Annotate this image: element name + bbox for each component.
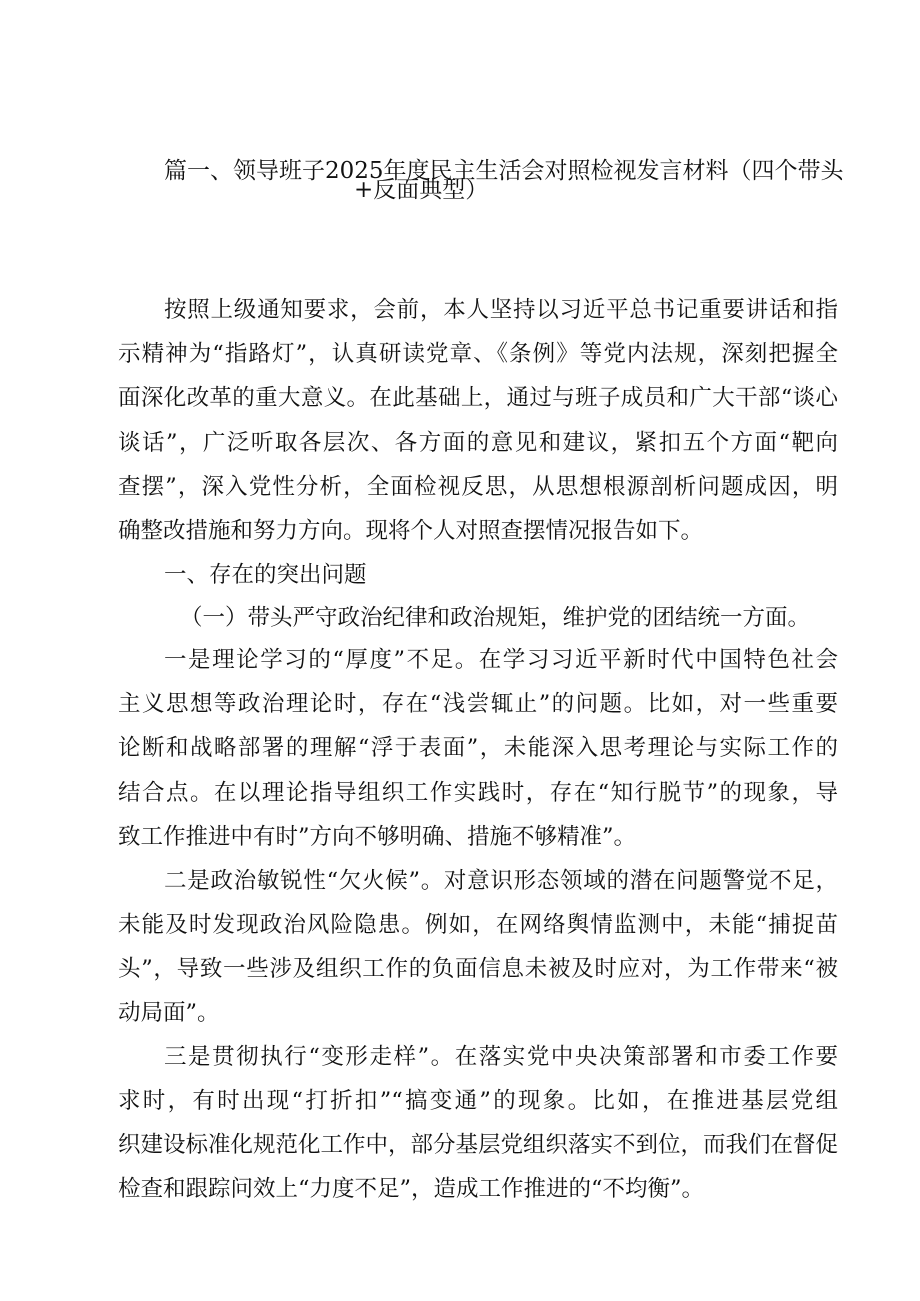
paragraph-line: 主义思想等政治理论时，存在“浅尝辄止”的问题。比如，对一些重要 [118, 691, 838, 717]
paragraph-line: 结合点。在以理论指导组织工作实践时，存在“知行脱节”的现象，导 [118, 780, 838, 806]
paragraph-line: 未能及时发现政治风险隐患。例如，在网络舆情监测中，未能“捕捉苗 [118, 912, 838, 938]
paragraph-line: 三是贯彻执行“变形走样”。在落实党中央决策部署和市委工作要 [164, 1044, 838, 1070]
paragraph-line: 求时，有时出现“打折扣”“搞变通”的现象。比如，在推进基层党组 [118, 1088, 838, 1114]
paragraph-line: 动局面”。 [118, 1000, 220, 1026]
section-heading: 一、存在的突出问题 [164, 562, 367, 588]
document-title-line-2: +反面典型） [354, 177, 489, 203]
paragraph-line: 织建设标准化规范化工作中，部分基层党组织落实不到位，而我们在督促 [118, 1132, 839, 1158]
paragraph-line: 确整改措施和努力方向。现将个人对照查摆情况报告如下。 [118, 518, 704, 544]
paragraph-line: 查摆”，深入党性分析，全面检视反思，从思想根源剖析问题成因，明 [118, 474, 838, 500]
paragraph-line: 论断和战略部署的理解“浮于表面”，未能深入思考理论与实际工作的 [118, 735, 838, 761]
paragraph-line: 检查和跟踪问效上“力度不足”，造成工作推进的“不均衡”。 [118, 1176, 705, 1202]
paragraph-line: 面深化改革的重大意义。在此基础上，通过与班子成员和广大干部“谈心 [118, 385, 838, 411]
paragraph-line: 示精神为“指路灯”，认真研读党章、《条例》等党内法规，深刻把握全 [118, 341, 838, 367]
paragraph-line: 致工作推进中有时”方向不够明确、措施不够精准”。 [118, 824, 637, 850]
paragraph-line: 头”，导致一些涉及组织工作的负面信息未被及时应对，为工作带来“被 [118, 956, 838, 982]
paragraph-line: 一是理论学习的“厚度”不足。在学习习近平新时代中国特色社会 [164, 647, 838, 673]
paragraph-line: 按照上级通知要求，会前，本人坚持以习近平总书记重要讲话和指 [164, 297, 838, 323]
paragraph-line: 二是政治敏锐性“欠火候”。对意识形态领域的潜在问题警觉不足， [164, 868, 838, 894]
subsection-heading: （一）带头严守政治纪律和政治规矩，维护党的团结统一方面。 [180, 605, 811, 631]
document-title-line-1: 篇一、领导班子2025年度民主生活会对照检视发言材料（四个带头 [164, 158, 844, 184]
paragraph-line: 谈话”，广泛听取各层次、各方面的意见和建议，紧扣五个方面“靶向 [118, 430, 838, 456]
